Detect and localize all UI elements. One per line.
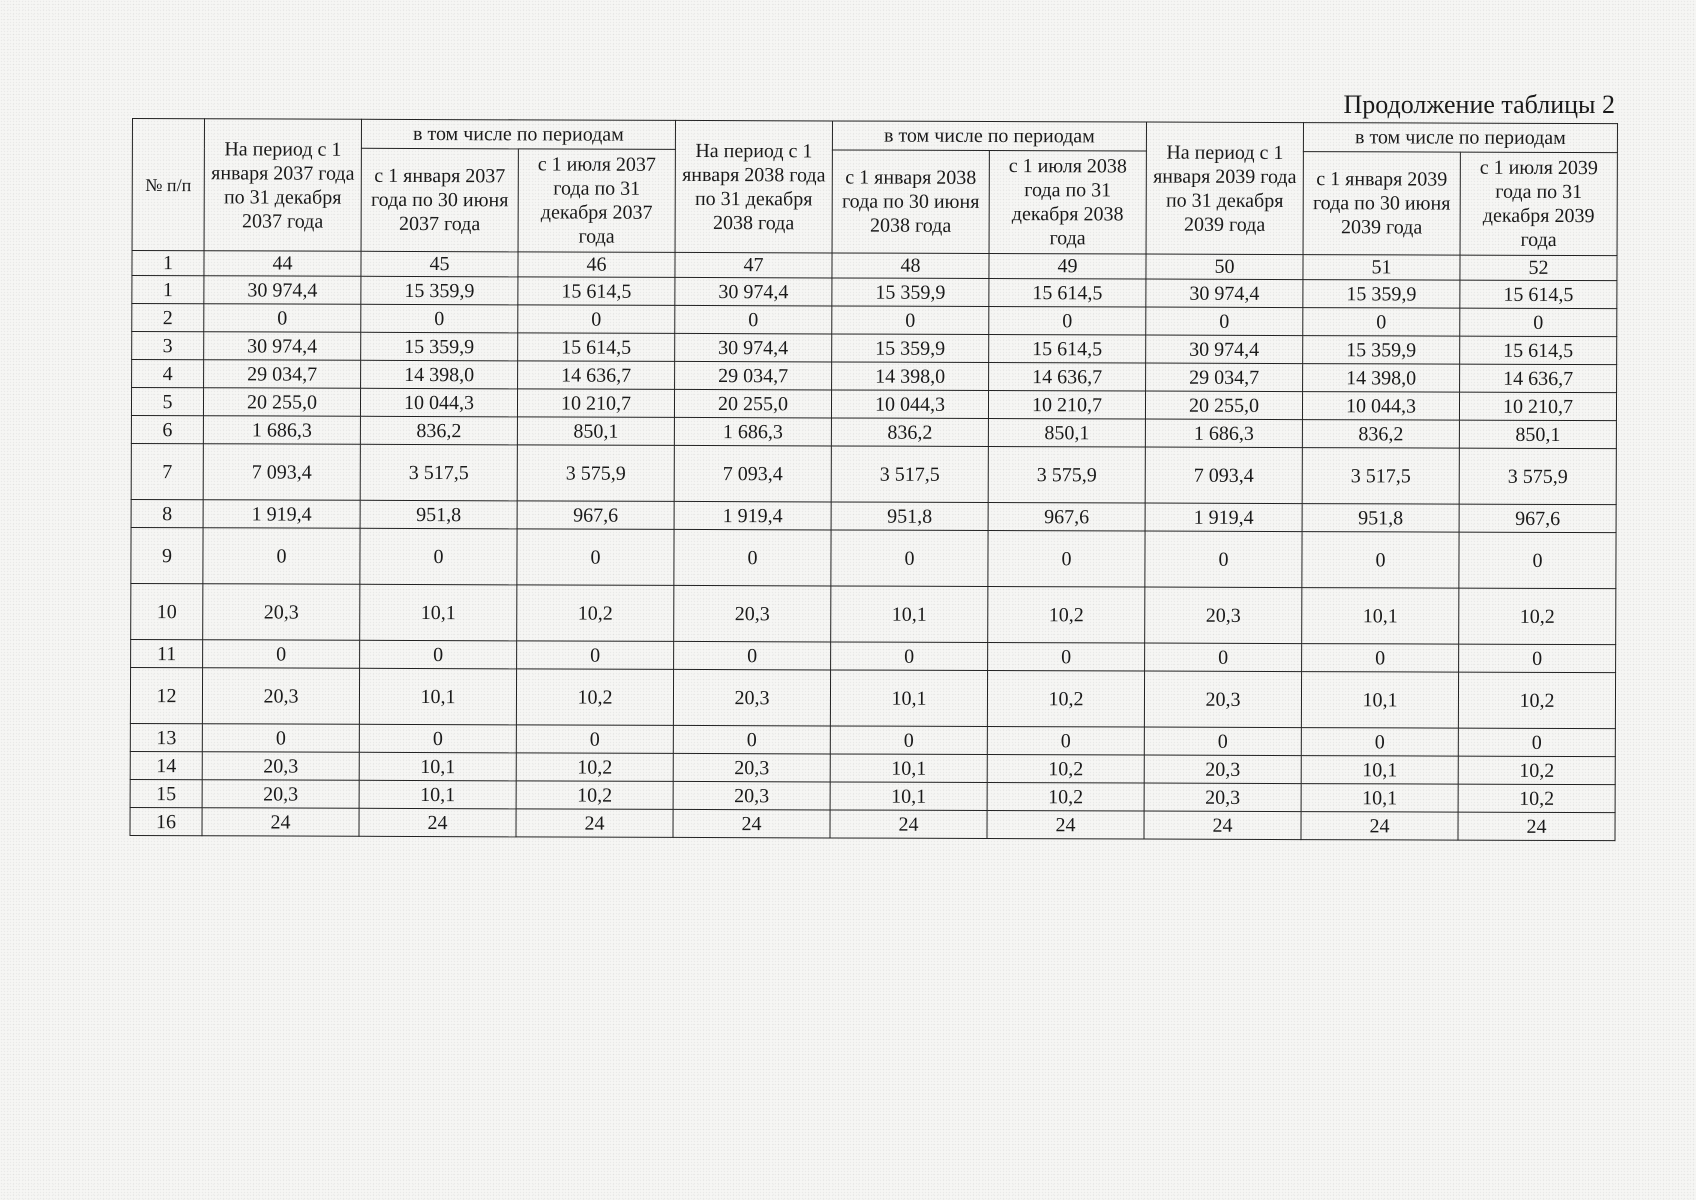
table-cell: 0 [204, 304, 361, 333]
table-cell: 0 [203, 640, 360, 669]
table-cell: 24 [1144, 811, 1301, 840]
table-cell: 0 [1302, 644, 1459, 673]
table-cell: 0 [1145, 643, 1302, 672]
header-subperiods-2039: в том числе по периодам [1303, 123, 1617, 153]
table-cell: 10,1 [359, 752, 516, 781]
table-cell: 0 [202, 724, 359, 753]
row-number: 13 [130, 723, 202, 751]
table-cell: 836,2 [1302, 420, 1459, 449]
table-cell: 10,1 [1301, 672, 1458, 729]
table-cell: 967,6 [1459, 504, 1616, 533]
table-cell: 20,3 [1145, 587, 1302, 644]
table-cell: 20,3 [202, 668, 359, 725]
table-cell: 3 517,5 [360, 444, 517, 501]
table-row [131, 527, 1616, 588]
table-cell: 0 [359, 724, 516, 753]
table-cell: 0 [988, 530, 1145, 587]
table-cell: 20,3 [674, 585, 831, 642]
table-cell: 24 [673, 809, 830, 838]
table-cell: 836,2 [831, 418, 988, 447]
table-cell: 10,2 [516, 781, 673, 810]
table-cell: 0 [360, 640, 517, 669]
table-cell: 10,1 [359, 668, 516, 725]
table-cell: 10,2 [987, 670, 1144, 727]
table-cell: 14 636,7 [1460, 364, 1617, 393]
header-subperiods-2038: в том числе по периодам [832, 121, 1146, 151]
table-cell: 24 [1458, 812, 1615, 841]
table-cell: 0 [361, 304, 518, 333]
table-cell: 0 [1301, 728, 1458, 757]
table-cell: 30 974,4 [1146, 279, 1303, 308]
header-first-half-2039: с 1 января 2039 года по 30 июня 2039 года [1303, 152, 1460, 256]
table-cell: 24 [202, 808, 359, 837]
table-cell: 0 [1458, 728, 1615, 757]
table-cell: 10,1 [831, 586, 988, 643]
table-cell: 15 614,5 [518, 277, 675, 306]
table-cell: 10 210,7 [1459, 392, 1616, 421]
table-cell: 10,2 [988, 586, 1145, 643]
table-cell: 20 255,0 [203, 388, 360, 417]
table-cell: 24 [516, 809, 673, 838]
column-number: 50 [1146, 254, 1303, 280]
table-cell: 24 [1301, 812, 1458, 841]
table-cell: 15 359,9 [1303, 336, 1460, 365]
table-cell: 29 034,7 [1146, 363, 1303, 392]
row-number: 1 [132, 276, 204, 304]
table-cell: 20,3 [202, 752, 359, 781]
table-cell: 15 359,9 [361, 332, 518, 361]
table-cell: 0 [517, 529, 674, 586]
table-cell: 10 044,3 [360, 388, 517, 417]
table-cell: 20,3 [673, 669, 830, 726]
table-cell: 0 [675, 305, 832, 334]
row-number: 16 [130, 807, 202, 835]
table-cell: 7 093,4 [203, 444, 360, 501]
table-cell: 0 [674, 529, 831, 586]
table-cell: 14 398,0 [832, 362, 989, 391]
table-cell: 14 398,0 [361, 360, 518, 389]
table-cell: 15 359,9 [1303, 280, 1460, 309]
table-cell: 3 575,9 [517, 445, 674, 502]
table-cell: 20,3 [202, 780, 359, 809]
header-second-half-2039: с 1 июля 2039 года по 31 декабря 2039 года [1460, 152, 1617, 256]
table-cell: 850,1 [517, 417, 674, 446]
table-cell: 14 636,7 [518, 361, 675, 390]
header-period-2037: На период с 1 января 2037 года по 31 декабря 2037 года [204, 119, 361, 252]
table-cell: 10,2 [987, 754, 1144, 783]
table-cell: 951,8 [831, 502, 988, 531]
row-number: 4 [132, 360, 204, 388]
table-header [132, 119, 1618, 281]
table-cell: 20,3 [1144, 783, 1301, 812]
table-cell: 1 686,3 [674, 417, 831, 446]
table-cell: 20,3 [1144, 755, 1301, 784]
table-cell: 0 [360, 528, 517, 585]
table-cell: 15 614,5 [518, 333, 675, 362]
column-number: 47 [675, 252, 832, 278]
column-number: 48 [832, 253, 989, 279]
table-cell: 10,2 [1458, 784, 1615, 813]
table-cell: 0 [1302, 532, 1459, 589]
table-cell: 30 974,4 [675, 277, 832, 306]
table-cell: 20,3 [1144, 671, 1301, 728]
table-cell: 0 [989, 306, 1146, 335]
table-cell: 20 255,0 [1145, 391, 1302, 420]
header-first-half-2038: с 1 января 2038 года по 30 июня 2038 года [832, 150, 989, 254]
table-cell: 1 919,4 [203, 500, 360, 529]
header-second-half-2037: с 1 июля 2037 года по 31 декабря 2037 года [518, 149, 675, 253]
table-cell: 0 [1460, 308, 1617, 337]
table-cell: 0 [1303, 308, 1460, 337]
table-cell: 10,1 [830, 782, 987, 811]
column-number: 52 [1460, 255, 1617, 281]
table-cell: 30 974,4 [204, 332, 361, 361]
column-number: 51 [1303, 255, 1460, 281]
table-cell: 15 359,9 [832, 278, 989, 307]
table-cell: 0 [516, 725, 673, 754]
table-cell: 0 [203, 528, 360, 585]
table-cell: 15 614,5 [1460, 280, 1617, 309]
table-cell: 10,2 [1458, 756, 1615, 785]
table-cell: 0 [518, 305, 675, 334]
table-cell: 951,8 [1302, 504, 1459, 533]
table-cell: 10,1 [830, 754, 987, 783]
table-cell: 0 [831, 530, 988, 587]
table-cell: 15 614,5 [989, 334, 1146, 363]
table-cell: 967,6 [988, 502, 1145, 531]
table-cell: 1 919,4 [1145, 503, 1302, 532]
column-number: 49 [989, 253, 1146, 279]
table-row [130, 807, 1615, 840]
row-number: 15 [130, 779, 202, 807]
table-row [131, 443, 1616, 504]
column-number: 44 [204, 251, 361, 277]
table-cell: 10 044,3 [1302, 392, 1459, 421]
table-cell: 7 093,4 [674, 445, 831, 502]
table-cell: 14 398,0 [1303, 364, 1460, 393]
row-number: 11 [131, 639, 203, 667]
table-cell: 10,2 [1458, 672, 1615, 729]
header-second-half-2038: с 1 июля 2038 года по 31 декабря 2038 года [989, 150, 1146, 254]
table-cell: 10 210,7 [517, 389, 674, 418]
table-cell: 0 [674, 641, 831, 670]
table-continuation-caption: Продолжение таблицы 2 [1343, 90, 1615, 119]
table-cell: 3 517,5 [831, 446, 988, 503]
table-cell: 0 [1459, 532, 1616, 589]
header-first-half-2037: с 1 января 2037 года по 30 июня 2037 года [361, 148, 518, 252]
table-cell: 10 044,3 [831, 390, 988, 419]
table-cell: 850,1 [988, 418, 1145, 447]
header-row-number: № п/п [132, 119, 204, 251]
table-cell: 10,1 [1301, 756, 1458, 785]
table-cell: 10,2 [516, 753, 673, 782]
table-cell: 24 [830, 810, 987, 839]
table-body [130, 276, 1617, 841]
row-number: 9 [131, 527, 203, 583]
table-cell: 15 359,9 [832, 334, 989, 363]
table-cell: 10,1 [830, 670, 987, 727]
table-cell: 29 034,7 [204, 360, 361, 389]
table-cell: 1 686,3 [1145, 419, 1302, 448]
table-cell: 0 [831, 642, 988, 671]
row-number: 2 [132, 304, 204, 332]
table-cell: 15 614,5 [989, 278, 1146, 307]
header-period-2039: На период с 1 января 2039 года по 31 декабря 2039 года [1146, 122, 1303, 255]
table-cell: 10 210,7 [988, 390, 1145, 419]
table-cell: 7 093,4 [1145, 447, 1302, 504]
table-cell: 10,2 [517, 585, 674, 642]
table-cell: 10,2 [1459, 588, 1616, 645]
table-cell: 10,1 [360, 584, 517, 641]
table-cell: 15 359,9 [361, 276, 518, 305]
table-cell: 10,1 [1301, 784, 1458, 813]
table-cell: 10,2 [987, 782, 1144, 811]
column-number: 45 [361, 251, 518, 277]
table-cell: 0 [988, 642, 1145, 671]
table-cell: 836,2 [360, 416, 517, 445]
table-cell: 30 974,4 [204, 276, 361, 305]
column-number: 46 [518, 252, 675, 278]
table-cell: 0 [1146, 307, 1303, 336]
table-cell: 0 [1145, 531, 1302, 588]
row-number: 7 [131, 443, 203, 499]
table-cell: 0 [673, 725, 830, 754]
table-cell: 951,8 [360, 500, 517, 529]
table-cell: 1 686,3 [203, 416, 360, 445]
table-cell: 24 [987, 810, 1144, 839]
table-cell: 29 034,7 [675, 361, 832, 390]
table-cell: 20 255,0 [674, 389, 831, 418]
table-cell: 10,1 [1302, 588, 1459, 645]
table-cell: 20,3 [673, 781, 830, 810]
row-number: 5 [131, 388, 203, 416]
table-cell: 1 919,4 [674, 501, 831, 530]
row-number: 14 [130, 751, 202, 779]
column-number: 1 [132, 251, 204, 276]
table-cell: 24 [359, 808, 516, 837]
row-number: 8 [131, 499, 203, 527]
table-cell: 10,1 [359, 780, 516, 809]
table-cell: 3 575,9 [988, 446, 1145, 503]
table-row [131, 583, 1616, 644]
table-cell: 967,6 [517, 501, 674, 530]
table-cell: 3 575,9 [1459, 448, 1616, 505]
table-cell: 15 614,5 [1460, 336, 1617, 365]
table-cell: 0 [987, 726, 1144, 755]
table-cell: 0 [832, 306, 989, 335]
table-cell: 3 517,5 [1302, 448, 1459, 505]
row-number: 6 [131, 415, 203, 443]
table-cell: 10,2 [516, 669, 673, 726]
row-number: 10 [131, 583, 203, 639]
table-cell: 0 [517, 641, 674, 670]
table-cell: 20,3 [203, 584, 360, 641]
table-cell: 20,3 [673, 753, 830, 782]
table-cell: 30 974,4 [675, 333, 832, 362]
table-cell: 0 [1459, 644, 1616, 673]
header-period-2038: На период с 1 января 2038 года по 31 декабря 2038 года [675, 120, 832, 253]
table-cell: 30 974,4 [1146, 335, 1303, 364]
table-row [130, 667, 1615, 728]
row-number: 12 [130, 667, 202, 723]
table-cell: 0 [1144, 727, 1301, 756]
header-subperiods-2037: в том числе по периодам [361, 119, 675, 149]
table-cell: 0 [830, 726, 987, 755]
table-cell: 14 636,7 [989, 362, 1146, 391]
data-table [129, 118, 1617, 841]
row-number: 3 [132, 332, 204, 360]
table-cell: 850,1 [1459, 420, 1616, 449]
